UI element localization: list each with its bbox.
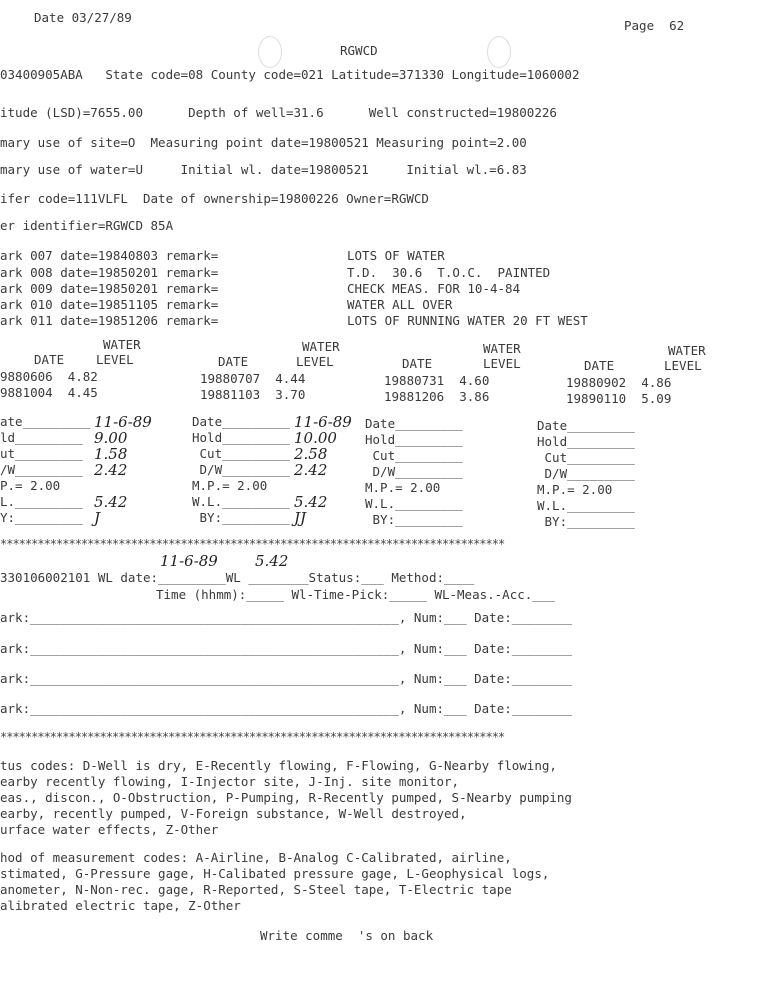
- level-cell: 19880731 4.60: [384, 373, 490, 388]
- report-date: Date 03/27/89: [34, 10, 132, 25]
- remark-label: ark 011 date=19851206 remark=: [0, 313, 219, 328]
- site-line: mary use of water=U Initial wl. date=19800521 Initial wl.=6.83: [0, 162, 527, 177]
- punch-hole: [258, 36, 282, 68]
- remark-text: LOTS OF WATER: [347, 248, 445, 263]
- punch-hole: [487, 36, 511, 68]
- remark-label: ark 008 date=19850201 remark=: [0, 265, 219, 280]
- entry-line: 330106002101 WL date:_________WL ________Status:___ Method:____: [0, 570, 475, 585]
- remark-text: T.D. 30.6 T.O.C. PAINTED: [347, 265, 551, 280]
- form-field-wl[interactable]: L._________: [0, 494, 83, 509]
- handwritten-wl: 5.42: [94, 493, 128, 511]
- code-line: urface water effects, Z-Other: [0, 822, 219, 837]
- form-field-dw[interactable]: D/W_________: [537, 466, 635, 481]
- level-cell: 19881206 3.86: [384, 389, 490, 404]
- page-number: Page 62: [624, 18, 685, 33]
- separator: *********************************************************************************: [0, 537, 505, 551]
- form-field-by[interactable]: BY:_________: [192, 510, 290, 525]
- site-line: mary use of site=O Measuring point date=19800521 Measuring point=2.00: [0, 135, 527, 150]
- col-header: DATE: [218, 354, 249, 369]
- col-header: WATER: [668, 343, 706, 358]
- form-field-cut[interactable]: ut_________: [0, 446, 83, 461]
- footer-note: Write comme 's on back: [260, 928, 434, 943]
- form-field-by[interactable]: BY:_________: [365, 512, 463, 527]
- col-header: LEVEL: [483, 356, 521, 371]
- form-field-hold[interactable]: Hold_________: [192, 430, 290, 445]
- level-cell: 9880606 4.82: [0, 369, 98, 384]
- form-field-mp[interactable]: M.P.= 2.00: [537, 482, 613, 497]
- code-line: stimated, G-Pressure gage, H-Calibated pressure gage, L-Geophysical logs,: [0, 866, 550, 881]
- form-field-mp[interactable]: P.= 2.00: [0, 478, 61, 493]
- code-line: hod of measurement codes: A-Airline, B-Analog C-Calibrated, airline,: [0, 850, 512, 865]
- form-field-date[interactable]: Date_________: [192, 414, 290, 429]
- form-field-date[interactable]: Date_________: [537, 418, 635, 433]
- handwritten-wl: 5.42: [294, 493, 328, 511]
- handwritten-dw: 2.42: [294, 461, 328, 479]
- form-field-wl[interactable]: W.L._________: [365, 496, 463, 511]
- handwritten-by: J: [94, 509, 101, 527]
- level-cell: 19881103 3.70: [200, 387, 306, 402]
- remark-entry-line[interactable]: ark:_________________________________________________, Num:___ Date:________: [0, 610, 572, 625]
- remark-label: ark 010 date=19851105 remark=: [0, 297, 219, 312]
- form-field-dw[interactable]: D/W_________: [192, 462, 290, 477]
- wl-date-value[interactable]: 11-6-89: [160, 552, 218, 570]
- handwritten-date: 11-6-89: [94, 413, 152, 431]
- col-header: LEVEL: [664, 358, 702, 373]
- col-header: DATE: [34, 352, 65, 367]
- remark-entry-line[interactable]: ark:_________________________________________________, Num:___ Date:________: [0, 641, 572, 656]
- code-line: earby, recently pumped, V-Foreign substance, W-Well destroyed,: [0, 806, 467, 821]
- remark-text: CHECK MEAS. FOR 10-4-84: [347, 281, 521, 296]
- site-line: er identifier=RGWCD 85A: [0, 218, 174, 233]
- form-field-dw[interactable]: D/W_________: [365, 464, 463, 479]
- remark-text: WATER ALL OVER: [347, 297, 453, 312]
- site-line: 03400905ABA State code=08 County code=021 Latitude=371330 Longitude=1060002: [0, 67, 580, 82]
- code-line: eas., discon., O-Obstruction, P-Pumping, R-Recently pumped, S-Nearby pumping: [0, 790, 572, 805]
- handwritten-date: 11-6-89: [294, 413, 352, 431]
- separator: *********************************************************************************: [0, 730, 505, 744]
- handwritten-dw: 2.42: [94, 461, 128, 479]
- code-line: alibrated electric tape, Z-Other: [0, 898, 241, 913]
- remark-text: LOTS OF RUNNING WATER 20 FT WEST: [347, 313, 588, 328]
- form-field-dw[interactable]: /W_________: [0, 462, 83, 477]
- form-field-cut[interactable]: Cut_________: [537, 450, 635, 465]
- form-field-cut[interactable]: Cut_________: [192, 446, 290, 461]
- col-header: LEVEL: [296, 354, 334, 369]
- col-header: DATE: [402, 356, 433, 371]
- form-field-hold[interactable]: Hold_________: [365, 432, 463, 447]
- handwritten-by: JJ: [294, 509, 307, 527]
- site-line: itude (LSD)=7655.00 Depth of well=31.6 Well constructed=19800226: [0, 105, 557, 120]
- code-line: tus codes: D-Well is dry, E-Recently flowing, F-Flowing, G-Nearby flowing,: [0, 758, 557, 773]
- form-field-wl[interactable]: W.L._________: [192, 494, 290, 509]
- remark-entry-line[interactable]: ark:_________________________________________________, Num:___ Date:________: [0, 671, 572, 686]
- handwritten-hold: 10.00: [294, 429, 337, 447]
- form-field-by[interactable]: Y:_________: [0, 510, 83, 525]
- col-header: WATER: [483, 341, 521, 356]
- code-line: anometer, N-Non-rec. gage, R-Reported, S-Steel tape, T-Electric tape: [0, 882, 512, 897]
- code-line: earby recently flowing, I-Injector site, J-Inj. site monitor,: [0, 774, 460, 789]
- org-title: RGWCD: [340, 43, 378, 58]
- remark-label: ark 009 date=19850201 remark=: [0, 281, 219, 296]
- form-field-hold[interactable]: Hold_________: [537, 434, 635, 449]
- form-field-date[interactable]: ate_________: [0, 414, 91, 429]
- handwritten-cut: 2.58: [294, 445, 328, 463]
- remark-label: ark 007 date=19840803 remark=: [0, 248, 219, 263]
- level-cell: 19890110 5.09: [566, 391, 672, 406]
- form-field-mp[interactable]: M.P.= 2.00: [192, 478, 268, 493]
- col-header: WATER: [103, 337, 141, 352]
- level-cell: 19880902 4.86: [566, 375, 672, 390]
- form-field-wl[interactable]: W.L._________: [537, 498, 635, 513]
- form-field-mp[interactable]: M.P.= 2.00: [365, 480, 441, 495]
- handwritten-hold: 9.00: [94, 429, 128, 447]
- site-line: ifer code=111VLFL Date of ownership=19800226 Owner=RGWCD: [0, 191, 429, 206]
- form-field-date[interactable]: Date_________: [365, 416, 463, 431]
- handwritten-cut: 1.58: [94, 445, 128, 463]
- level-cell: 9881004 4.45: [0, 385, 98, 400]
- col-header: LEVEL: [96, 352, 134, 367]
- col-header: WATER: [302, 339, 340, 354]
- col-header: DATE: [584, 358, 615, 373]
- remark-entry-line[interactable]: ark:_________________________________________________, Num:___ Date:________: [0, 701, 572, 716]
- level-cell: 19880707 4.44: [200, 371, 306, 386]
- form-field-hold[interactable]: ld_________: [0, 430, 83, 445]
- form-field-by[interactable]: BY:_________: [537, 514, 635, 529]
- entry-time-line: Time (hhmm):_____ Wl-Time-Pick:_____ WL-Meas.-Acc.___: [156, 587, 555, 602]
- form-field-cut[interactable]: Cut_________: [365, 448, 463, 463]
- wl-value[interactable]: 5.42: [255, 552, 289, 570]
